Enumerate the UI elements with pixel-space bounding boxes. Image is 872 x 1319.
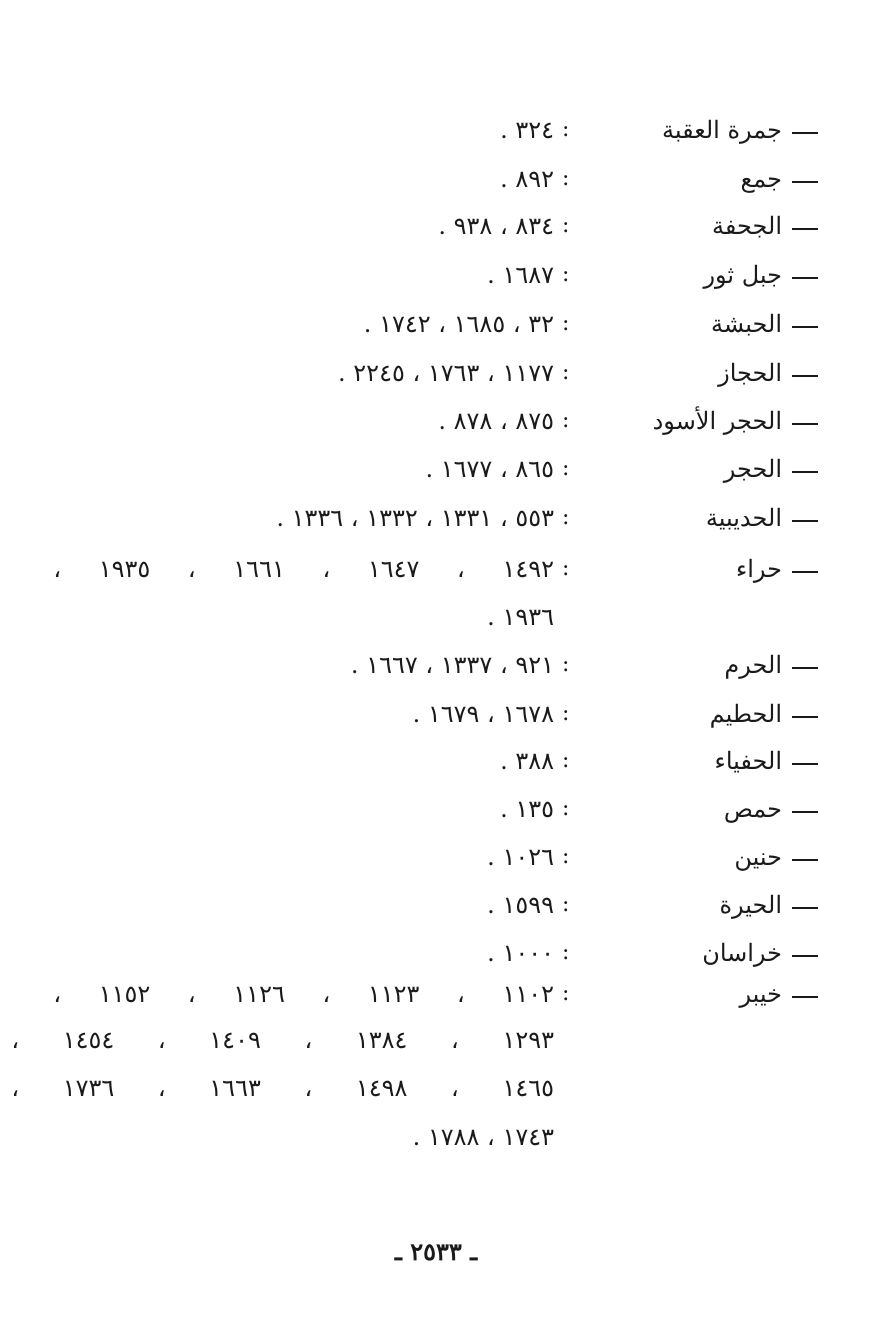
place-name: خراسان: [702, 939, 782, 967]
place-name: حنين: [734, 843, 782, 871]
entry-dash: [792, 716, 818, 718]
colon: :: [562, 456, 570, 481]
colon: :: [562, 844, 570, 869]
entry-dash: [792, 181, 818, 183]
entry-dash: [792, 471, 818, 473]
entry-dash: [792, 811, 818, 813]
page-references-continued: ١٤٦٥ ، ١٤٩٨ ، ١٦٦٣ ، ١٧٣٦ ،: [11, 1074, 554, 1102]
place-name: الحيرة: [719, 891, 782, 919]
colon: :: [562, 892, 570, 917]
place-name: حمص: [723, 795, 782, 823]
entry-dash: [792, 520, 818, 522]
entry-dash: [792, 132, 818, 134]
page-references: ١٤٩٢ ، ١٦٤٧ ، ١٦٦١ ، ١٩٣٥ ،: [53, 555, 554, 583]
index-entry: [0, 304, 872, 350]
place-name: جبل ثور: [703, 261, 782, 289]
entry-dash: [792, 423, 818, 425]
page-references: ١٠٢٦ .: [487, 843, 554, 871]
colon: :: [562, 981, 570, 1006]
place-name: الحجر: [723, 455, 782, 483]
index-entry: [0, 933, 872, 979]
page-references: ٩٢١ ، ١٣٣٧ ، ١٦٦٧ .: [350, 651, 554, 679]
index-entry: [0, 353, 872, 399]
index-entry: [0, 449, 872, 495]
colon: :: [562, 213, 570, 238]
entry-dash: [792, 571, 818, 573]
page-references-continued: ١٢٩٣ ، ١٣٨٤ ، ١٤٠٩ ، ١٤٥٤ ،: [11, 1026, 554, 1054]
place-name: حراء: [735, 555, 782, 583]
entry-dash: [792, 763, 818, 765]
colon: :: [562, 556, 570, 581]
page-references: ١١٧٧ ، ١٧٦٣ ، ٢٢٤٥ .: [338, 359, 554, 387]
page-references: ١٦٧٨ ، ١٦٧٩ .: [412, 700, 554, 728]
place-name: الحجاز: [718, 359, 782, 387]
page-references: ٨٦٥ ، ١٦٧٧ .: [425, 455, 554, 483]
page-references: ١٥٩٩ .: [487, 891, 554, 919]
page-references: ٨٧٥ ، ٨٧٨ .: [438, 407, 554, 435]
index-entry: [0, 206, 872, 252]
colon: :: [562, 262, 570, 287]
place-name: جمع: [740, 165, 782, 193]
index-entry: [0, 549, 872, 595]
colon: :: [562, 940, 570, 965]
page-references: ١١٠٢ ، ١١٢٣ ، ١١٢٦ ، ١١٥٢ ،: [53, 980, 554, 1008]
entry-dash: [792, 996, 818, 998]
entry-dash: [792, 955, 818, 957]
index-entry: [0, 255, 872, 301]
index-entry: [0, 694, 872, 740]
entry-dash: [792, 228, 818, 230]
place-name: الجحفة: [712, 212, 782, 240]
index-entry: [0, 498, 872, 544]
colon: :: [562, 796, 570, 821]
page-references: ١٦٨٧ .: [487, 261, 554, 289]
index-entry: [0, 837, 872, 883]
page-references: ٨٩٢ .: [500, 165, 554, 193]
entry-dash: [792, 277, 818, 279]
index-entry: [0, 159, 872, 205]
colon: :: [562, 505, 570, 530]
place-name: جمرة العقبة: [662, 116, 782, 144]
page-references: ٣٨٨ .: [500, 747, 554, 775]
place-name: الحفياء: [714, 747, 782, 775]
place-name: الحديبية: [705, 504, 782, 532]
place-name: خيبر: [739, 980, 782, 1008]
colon: :: [562, 652, 570, 677]
index-entry: [0, 741, 872, 787]
index-entry: [0, 974, 872, 1020]
entry-dash: [792, 907, 818, 909]
entry-dash: [792, 859, 818, 861]
entry-dash: [792, 667, 818, 669]
colon: :: [562, 311, 570, 336]
place-name: الحرم: [724, 651, 782, 679]
page-number: ـ ٢٥٣٣ ـ: [394, 1237, 478, 1266]
index-entry: [0, 885, 872, 931]
colon: :: [562, 408, 570, 433]
colon: :: [562, 360, 570, 385]
index-entry: [0, 110, 872, 156]
page-references: ١٠٠٠ .: [487, 939, 554, 967]
place-name: الحجر الأسود: [652, 407, 782, 435]
colon: :: [562, 701, 570, 726]
colon: :: [562, 117, 570, 142]
entry-dash: [792, 375, 818, 377]
place-name: الحطيم: [709, 700, 782, 728]
colon: :: [562, 748, 570, 773]
page-references-continued: ١٧٤٣ ، ١٧٨٨ .: [412, 1123, 554, 1151]
colon: :: [562, 166, 570, 191]
page-references: ٨٣٤ ، ٩٣٨ .: [438, 212, 554, 240]
index-entry: [0, 645, 872, 691]
page-references: ٣٢ ، ١٦٨٥ ، ١٧٤٢ .: [363, 310, 554, 338]
page-references: ٥٥٣ ، ١٣٣١ ، ١٣٣٢ ، ١٣٣٦ .: [276, 504, 554, 532]
entry-dash: [792, 326, 818, 328]
page-references: ٣٢٤ .: [500, 116, 554, 144]
page-references: ١٣٥ .: [500, 795, 554, 823]
place-name: الحبشة: [711, 310, 782, 338]
page-references-continued: ١٩٣٦ .: [487, 603, 554, 631]
index-entry: [0, 401, 872, 447]
index-entry: [0, 789, 872, 835]
